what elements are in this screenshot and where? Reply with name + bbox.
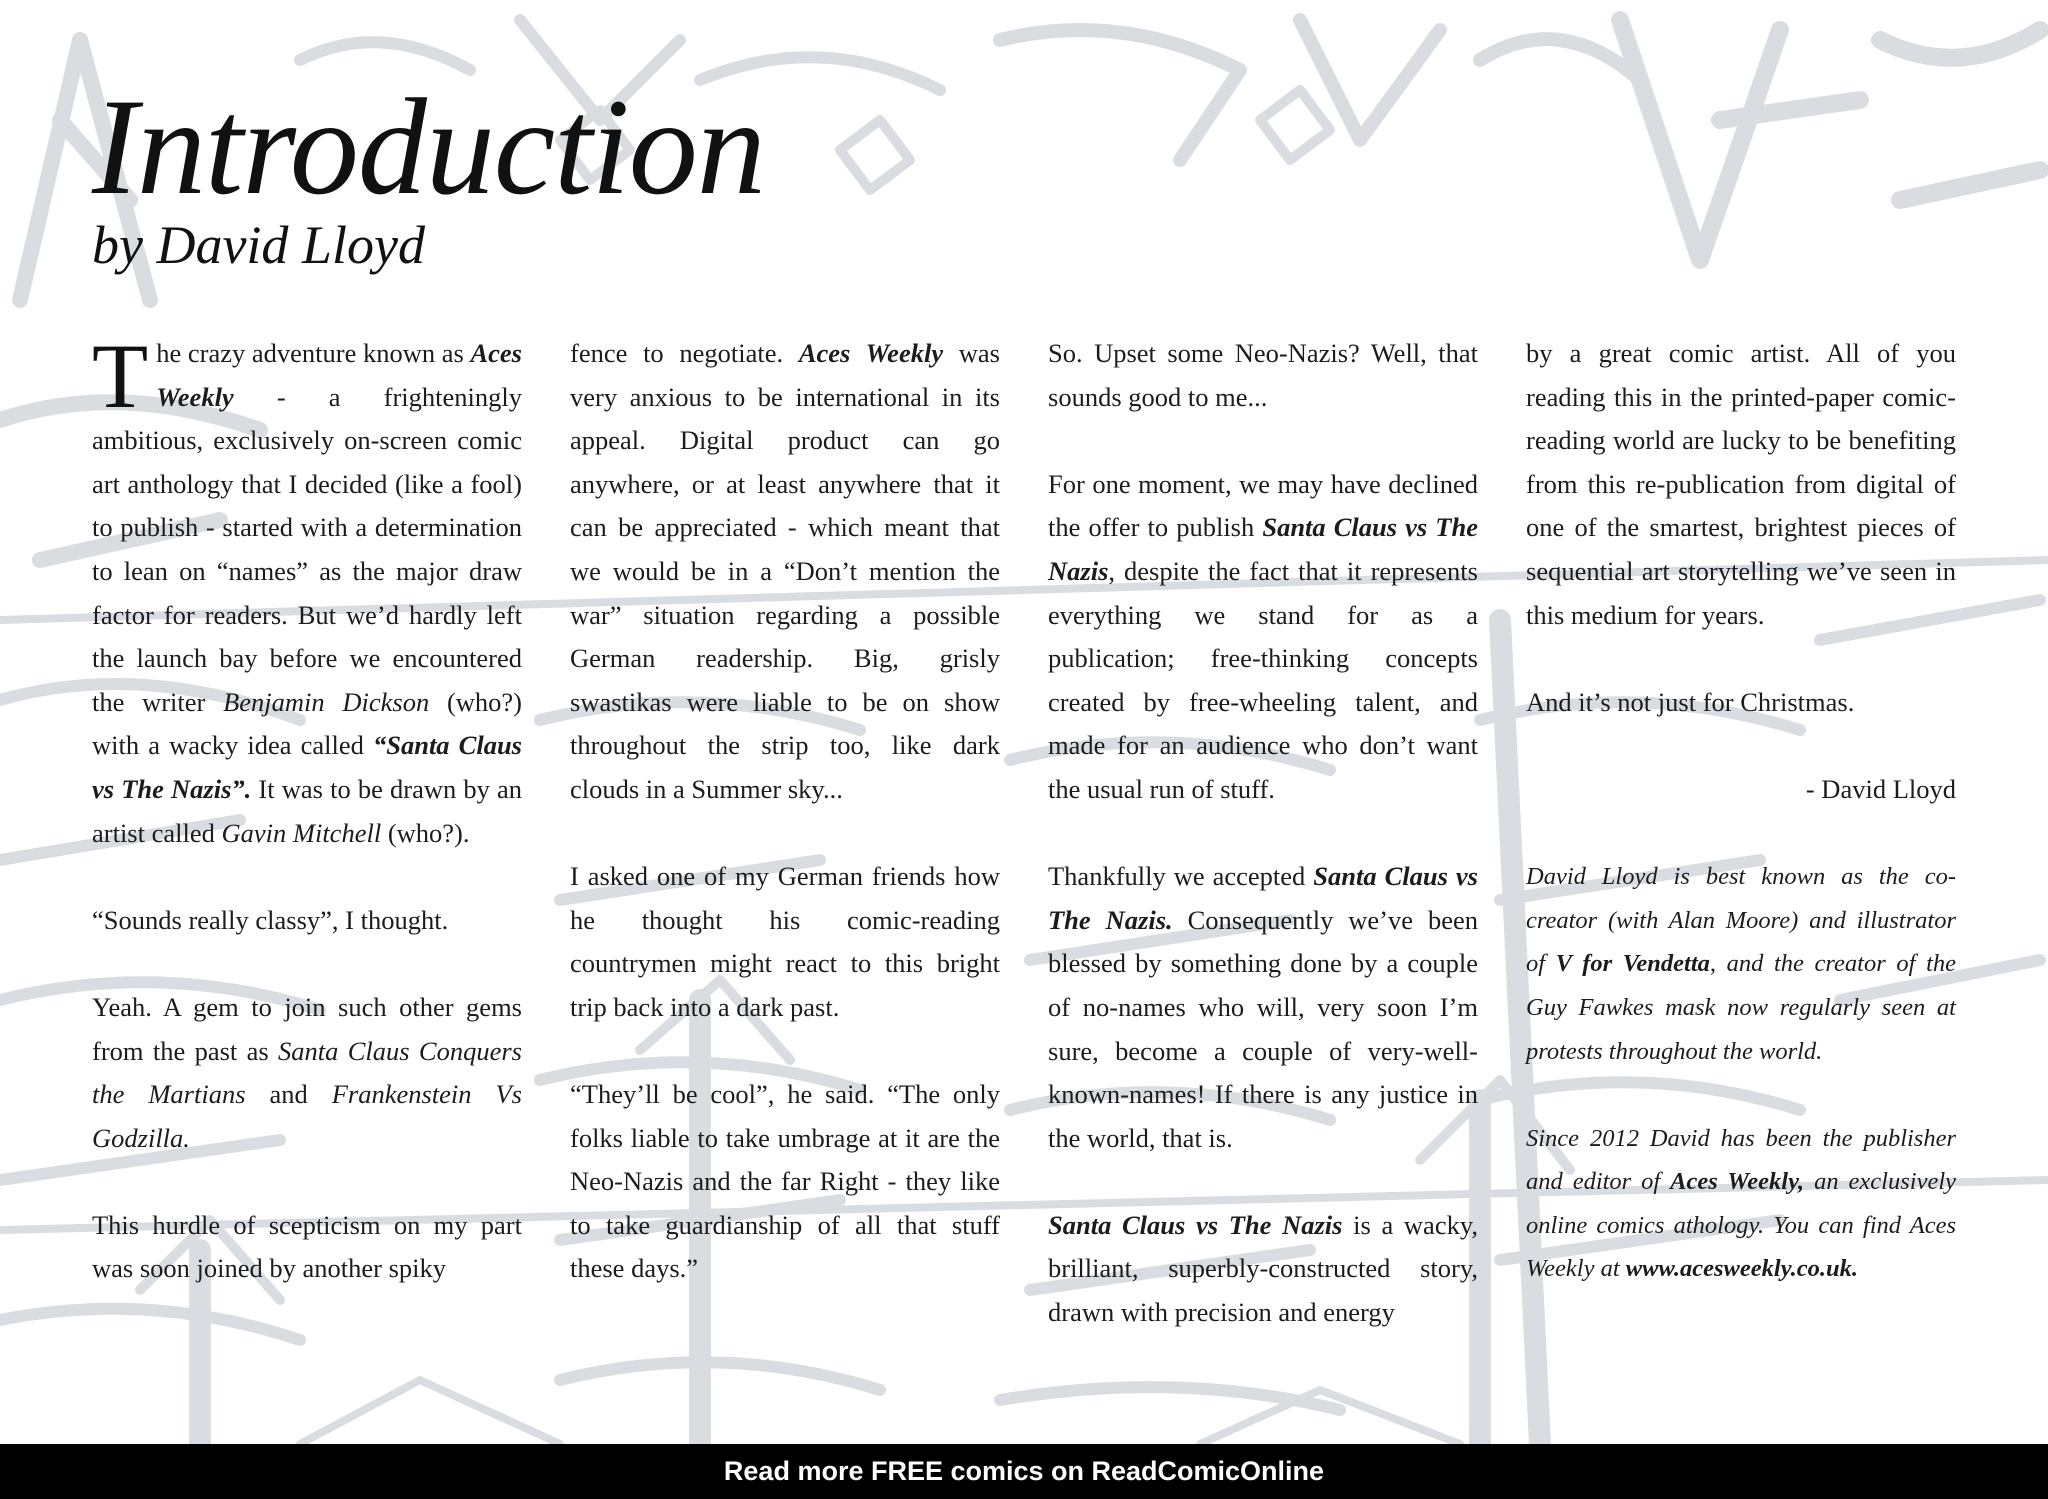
paragraph: And it’s not just for Christmas. — [1526, 686, 1855, 717]
paragraph: So. Upset some Neo-Nazis? Well, that sounds good to me... — [1048, 338, 1478, 412]
website-link[interactable]: www.acesweekly.co.uk. — [1625, 1255, 1859, 1283]
page-title: Introduction — [92, 70, 765, 223]
paragraph: Santa Claus vs The Nazis is a wacky, brilliant, superbly-constructed story, drawn with precision and energy — [1048, 1209, 1478, 1328]
paragraph: For one moment, we may have declined the offer to publish Santa Claus vs The Nazis, despite the fact that it represents everything we stand for as a publication; free-thinking concepts created by free-wheeling talent, and made for an audience who don’t want the usual run of stuff. — [1048, 468, 1478, 804]
paragraph: “They’ll be cool”, he said. “The only folks liable to take umbrage at it are the Neo-Nazis and the far Right - they like to take guardianship of all that stuff these days.” — [570, 1079, 1000, 1284]
text-column-2 — [570, 332, 1000, 1291]
paragraph: Yeah. A gem to join such other gems from the past as Santa Claus Conquers the Martians and Frankenstein Vs Godzilla. — [92, 991, 522, 1153]
paragraph: “Sounds really classy”, I thought. — [92, 904, 449, 935]
paragraph: by a great comic artist. All of you reading this in the printed-paper comic-reading world are lucky to be benefiting from this re-publication from digital of one of the smartest, brightest pieces of sequential art storytelling we’ve seen in this medium for years. — [1526, 338, 1956, 630]
paragraph: This hurdle of scepticism on my part was soon joined by another spiky — [92, 1209, 522, 1284]
author-bio: Since 2012 David has been the publisher and editor of Aces Weekly, an exclusively online comics athology. You can find Aces Weekly at www.acesweekly.co.uk. — [1526, 1124, 1957, 1283]
author-bio: David Lloyd is best known as the co-creator (with Alan Moore) and illustrator of V for Vendetta, and the creator of the Guy Fawkes mask now regularly seen at protests throughout the world. — [1526, 863, 1956, 1065]
byline: by David Lloyd — [92, 215, 425, 275]
text-column-4 — [1526, 332, 1956, 1291]
text-column-1 — [92, 325, 523, 1291]
paragraph: Thankfully we accepted Santa Claus vs The Nazis. Consequently we’ve been blessed by something done by a couple of no-names who will, very soon I’m sure, become a couple of very-well-known-names! If there is any justice in the world, that is. — [1048, 861, 1478, 1153]
footer-banner[interactable]: Read more FREE comics on ReadComicOnline — [0, 1444, 2048, 1499]
text-column-3 — [1048, 332, 1478, 1335]
paragraph: I asked one of my German friends how he thought his comic-reading countrymen might react to this bright trip back into a dark past. — [570, 861, 1000, 1022]
paragraph: fence to negotiate. Aces Weekly was very anxious to be international in its appeal. Digital product can go anywhere, or at least anywhere that it can be appreciated - which meant that we would be in a “Don’t mention the war” situation regarding a possible German readership. Big, grisly swastikas were liable to be on show throughout the strip too, like dark clouds in a Summer sky... — [570, 338, 1000, 804]
drop-cap: T — [92, 325, 149, 427]
signature: - David Lloyd — [1805, 773, 1956, 804]
paragraph: The crazy adventure known as Aces Weekly - a frighteningly ambitious, exclusively on-screen comic art anthology that I decided (like a fool) to publish - started with a determination to lean on “names” as the major draw factor for readers. But we’d hardly left the launch bay before we encountered the writer Benjamin Dickson (who?) with a wacky idea called “Santa Claus vs The Nazis”. It was to be drawn by an artist called Gavin Mitchell (who?). — [92, 325, 523, 848]
